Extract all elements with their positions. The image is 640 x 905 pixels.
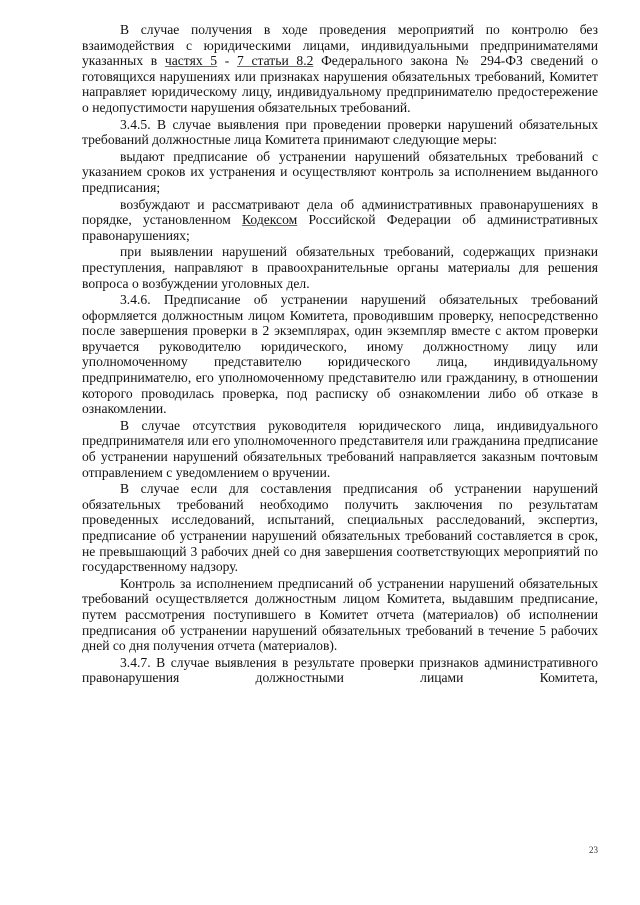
paragraph-3-4-7: 3.4.7. В случае выявления в результате проверки признаков административного правонарушения должностными лицами Комитета, <box>82 654 598 686</box>
paragraph-text: Российской Федерации об административных правонарушениях; <box>82 212 598 243</box>
paragraph-text: В случае получения в ходе проведения мероприятий по контролю без взаимодействия с юридическими лицами, индивидуальными предпринимателями указанных в <box>82 22 598 69</box>
law-link-article-8-2[interactable]: 7 статьи 8.2 <box>237 53 314 69</box>
paragraph-issue-order: выдают предписание об устранении нарушений обязательных требований с указанием сроков их устранения и осуществляют контроль за исполнением выданного предписания; <box>82 148 598 195</box>
law-link-part-5[interactable]: частях 5 <box>164 53 218 69</box>
paragraph-admin-cases <box>82 197 598 244</box>
paragraph-text: - <box>217 53 237 69</box>
paragraph-warning <box>82 22 598 116</box>
paragraph-text: Федерального закона № 294-ФЗ сведений о готовящихся нарушениях или признаках нарушения обязательных требований, Комитет направляет юридическому лицу, индивидуальному предпринимателю предостережение о недопустимости нарушения обязательных требований. <box>82 53 598 115</box>
page-number: 23 <box>589 845 598 855</box>
paragraph-absence: В случае отсутствия руководителя юридического лица, индивидуального предпринимателя или его уполномоченного представителя или гражданина предписание об устранении нарушений обязательных требований направляется заказным почтовым отправлением с уведомлением о вручении. <box>82 417 598 480</box>
paragraph-crime-signs: при выявлении нарушений обязательных требований, содержащих признаки преступления, направляют в правоохранительные органы материалы для решения вопроса о возбуждении уголовных дел. <box>82 244 598 291</box>
paragraph-3-4-5: 3.4.5. В случае выявления при проведении проверки нарушений обязательных требований должностные лица Комитета принимают следующие меры: <box>82 116 598 148</box>
paragraph-text: возбуждают и рассматривают дела об административных правонарушениях в порядке, установленном <box>82 196 598 228</box>
paragraph-expertise: В случае если для составления предписания об устранении нарушений обязательных требований необходимо получить заключения по результатам проведенных исследований, испытаний, специальных расследований, экспертиз, предписание об устранении нарушений обязательных требований составляется в срок, не превышающий 3 рабочих дней со дня завершения соответствующих мероприятий по государственному надзору. <box>82 481 598 575</box>
paragraph-3-4-6: 3.4.6. Предписание об устранении нарушений обязательных требований оформляется должностным лицом Комитета, проводившим проверку, непосредственно после завершения проверки в 2 экземплярах, один экземпляр вместе с актом проверки вручается руководителю юридического, иному должностному лицу или уполномоченному представителю юридического лица, индивидуальному предпринимателю, его уполномоченному представителю или гражданину, в отношении которого проводилась проверка, под расписку об ознакомлении либо об отказе в ознакомлении. <box>82 292 598 417</box>
code-link[interactable]: Кодексом <box>242 212 298 228</box>
paragraph-control: Контроль за исполнением предписаний об устранении нарушений обязательных требований осуществляется должностным лицом Комитета, выдавшим предписание, путем рассмотрения поступившего в Комитет отчета (материалов) об исполнении предписания об устранении нарушений обязательных требований в течение 5 рабочих дней со дня получения отчета (материалов). <box>82 575 598 654</box>
